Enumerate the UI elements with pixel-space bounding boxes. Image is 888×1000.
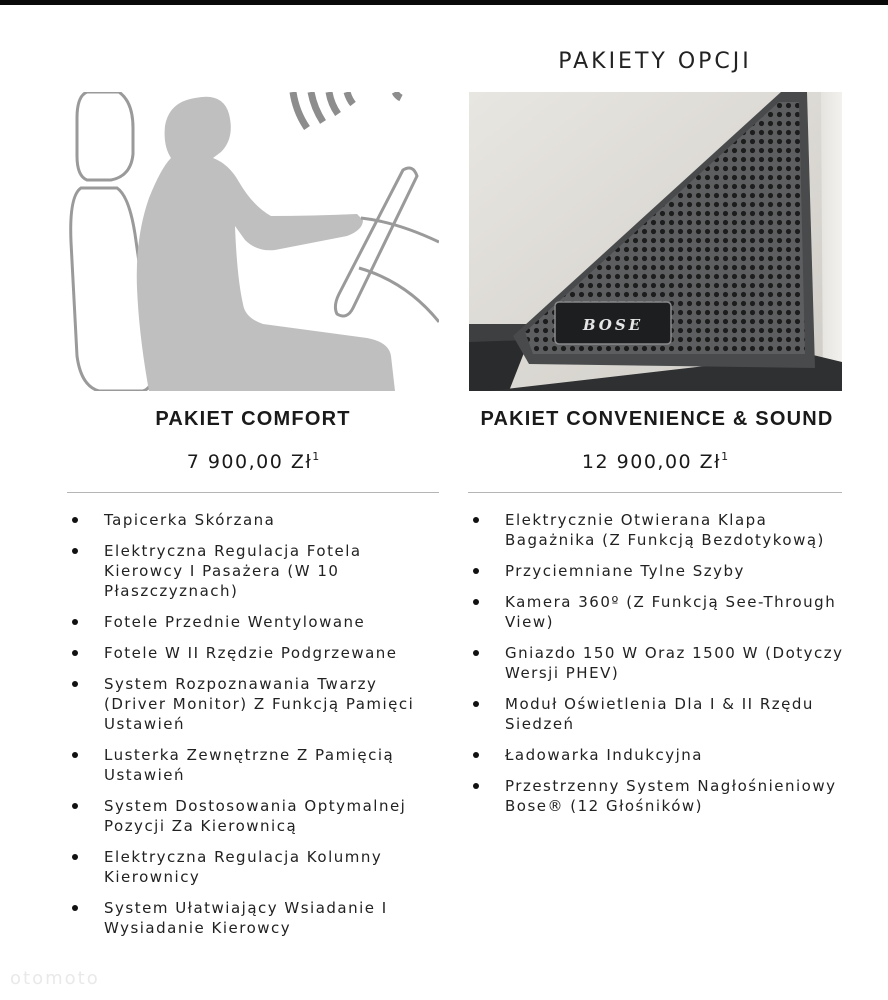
list-item	[67, 898, 443, 938]
feature-label: Kamera 360º (Z Funkcją See-Through View)	[505, 593, 837, 631]
footnote-mark: 1	[721, 450, 729, 463]
feature-label: Przyciemniane Tylne Szyby	[505, 562, 745, 580]
bullet-icon	[72, 650, 78, 656]
feature-label: Lusterka Zewnętrzne Z Pamięcią Ustawień	[104, 746, 395, 784]
top-bar	[0, 0, 888, 5]
bose-speaker-image	[469, 92, 842, 391]
list-item	[67, 745, 443, 785]
convenience-sound-feature-list	[468, 510, 846, 827]
list-item	[67, 643, 443, 663]
list-item	[468, 643, 846, 683]
package-comfort-title: PAKIET COMFORT	[155, 408, 351, 430]
package-convenience-sound-price	[468, 450, 842, 473]
bullet-icon	[473, 752, 479, 758]
feature-label: Elektryczna Regulacja Fotela Kierowcy I Pasażera (W 10 Płaszczyznach)	[104, 542, 362, 600]
feature-label: Elektryczna Regulacja Kolumny Kierownicy	[104, 848, 383, 886]
bullet-icon	[473, 650, 479, 656]
bullet-icon	[72, 517, 78, 523]
list-item	[468, 745, 846, 765]
price-value: 12 900,00 Zł	[581, 451, 722, 473]
bullet-icon	[473, 517, 479, 523]
feature-label: System Dostosowania Optymalnej Pozycji Za Kierownicą	[104, 797, 407, 835]
bullet-icon	[72, 752, 78, 758]
price-value: 7 900,00 Zł	[186, 451, 313, 473]
footnote-mark: 1	[312, 450, 320, 463]
feature-label: System Rozpoznawania Twarzy (Driver Monitor) Z Funkcją Pamięci Ustawień	[104, 675, 415, 733]
feature-label: Fotele W II Rzędzie Podgrzewane	[104, 644, 398, 662]
page-title: PAKIETY OPCJI	[558, 48, 752, 74]
feature-label: Tapicerka Skórzana	[104, 511, 276, 529]
bullet-icon	[473, 568, 479, 574]
divider	[468, 492, 842, 493]
bullet-icon	[72, 854, 78, 860]
feature-label: Fotele Przednie Wentylowane	[104, 613, 366, 631]
package-comfort-price	[67, 450, 439, 473]
list-item	[468, 776, 846, 816]
list-item	[468, 592, 846, 632]
bullet-icon	[473, 599, 479, 605]
feature-label: Gniazdo 150 W Oraz 1500 W (Dotyczy Wersji PHEV)	[505, 644, 844, 682]
divider	[67, 492, 439, 493]
bose-logo-text: BOSE	[582, 316, 644, 334]
bullet-icon	[72, 619, 78, 625]
bullet-icon	[72, 905, 78, 911]
watermark: otomoto	[10, 968, 100, 989]
feature-label: Ładowarka Indukcyjna	[505, 746, 703, 764]
list-item	[67, 510, 443, 530]
list-item	[468, 561, 846, 581]
feature-label: Elektrycznie Otwierana Klapa Bagażnika (Z Funkcją Bezdotykową)	[505, 511, 825, 549]
list-item	[468, 694, 846, 734]
feature-label: Moduł Oświetlenia Dla I & II Rzędu Siedzeń	[505, 695, 814, 733]
list-item	[67, 541, 443, 601]
feature-label: System Ułatwiający Wsiadanie I Wysiadanie Kierowcy	[104, 899, 388, 937]
comfort-feature-list	[67, 510, 443, 949]
feature-label: Przestrzenny System Nagłośnieniowy Bose® (12 Głośników)	[505, 777, 837, 815]
list-item	[67, 612, 443, 632]
bullet-icon	[473, 701, 479, 707]
list-item	[67, 674, 443, 734]
list-item	[67, 847, 443, 887]
list-item	[67, 796, 443, 836]
bullet-icon	[473, 783, 479, 789]
bullet-icon	[72, 548, 78, 554]
bullet-icon	[72, 803, 78, 809]
comfort-illustration	[67, 92, 439, 391]
list-item	[468, 510, 846, 550]
bullet-icon	[72, 681, 78, 687]
package-convenience-sound-title: PAKIET CONVENIENCE & SOUND	[480, 408, 834, 430]
